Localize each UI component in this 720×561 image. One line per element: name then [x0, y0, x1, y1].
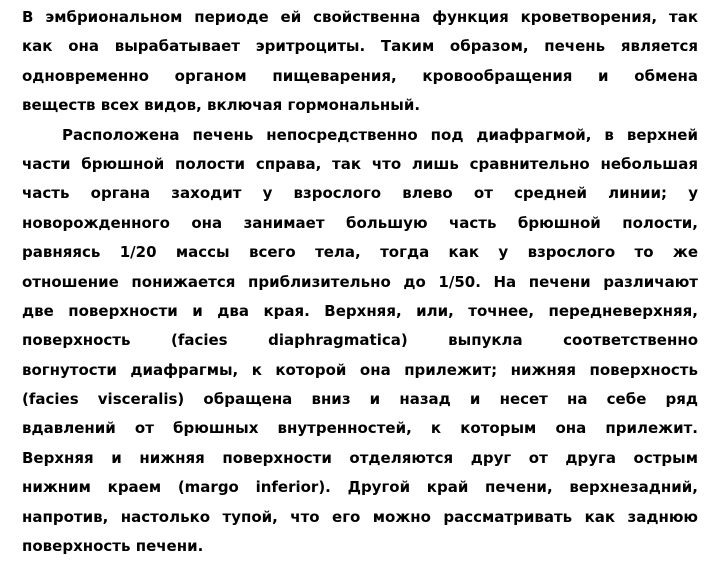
- text-line: В эмбриональном периоде ей свойственна функция кроветворения, так: [22, 8, 698, 26]
- text-line: вдавлений от брюшных внутренностей, к которым она прилежит.: [22, 419, 698, 438]
- text-line: как она вырабатывает эритроциты. Таким образом, печень является: [22, 37, 698, 56]
- text-line: две поверхности и два края. Верхняя, или, точнее, передневерхняя,: [22, 301, 698, 320]
- text-line: отношение понижается приблизительно до 1/50. На печени различают: [22, 272, 698, 291]
- text-line: поверхность (facies diaphragmatica) выпукла соответственно: [22, 331, 698, 350]
- paragraph-liver-position: [22, 121, 698, 561]
- text-line: новорожденного она занимает большую часть брюшной полости,: [22, 213, 698, 232]
- text-line: вогнутости диафрагмы, к которой она прилежит; нижняя поверхность: [22, 360, 698, 379]
- text-line: Верхняя и нижняя поверхности отделяются друг от друга острым: [22, 448, 698, 467]
- text-line: Расположена печень непосредственно под диафрагмой, в верхней: [62, 125, 698, 144]
- text-line: равняясь 1/20 массы всего тела, тогда как у взрослого то же: [22, 243, 698, 262]
- paragraph-hematopoiesis: [22, 3, 698, 121]
- text-line: одновременно органом пищеварения, кровообращения и обмена: [22, 66, 698, 85]
- text-line: часть органа заходит у взрослого влево от средней линии; у: [22, 184, 698, 203]
- text-line: поверхность печени.: [22, 537, 204, 556]
- text-line: напротив, настолько тупой, что его можно рассматривать как заднюю: [22, 507, 698, 526]
- text-line: части брюшной полости справа, так что лишь сравнительно небольшая: [22, 154, 698, 173]
- text-line: веществ всех видов, включая гормональный.: [22, 96, 421, 115]
- text-line: нижним краем (margo inferior). Другой край печени, верхнезадний,: [22, 478, 698, 497]
- text-slide: [22, 3, 698, 561]
- text-line: (facies visceralis) обращена вниз и назад и несет на себе ряд: [22, 390, 698, 409]
